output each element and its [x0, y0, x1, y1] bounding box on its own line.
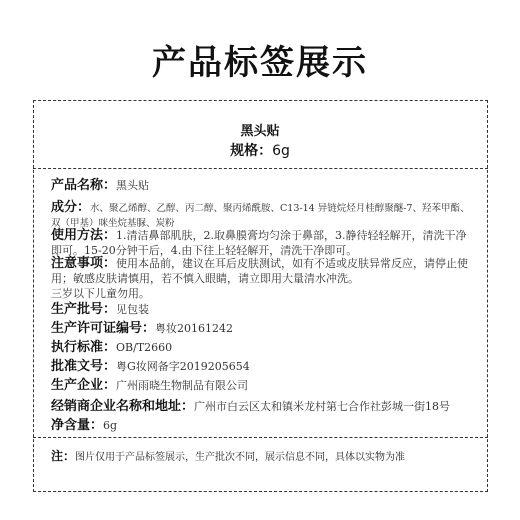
field-value: 广州雨晓生物制品有限公司: [116, 379, 249, 392]
field-license: [51, 321, 471, 336]
field-standard: [51, 340, 471, 355]
field-label: 成分：: [51, 200, 91, 215]
field-distributor: [51, 399, 471, 414]
field-value: 粤妆20161242: [155, 322, 234, 335]
footnote-text: 图片仅用于产品标签展示，生产批次不同，展示信息不同，具体以实物为准: [75, 452, 406, 463]
field-value: 使用本品前，建议在耳后皮肤测试，如有不适或皮肤异常反应，请停止使用；敏感皮肤请慎用，若不慎入眼睛，请立即用大量清水冲洗。: [51, 257, 469, 285]
field-label: 执行标准：: [51, 340, 117, 355]
field-label: 净含量：: [51, 418, 104, 433]
field-label: 生产企业：: [51, 378, 117, 393]
field-label: 注意事项：: [51, 256, 117, 271]
label-product-title: 黑头贴: [240, 124, 280, 139]
footnote: [51, 447, 481, 464]
footnote-label: 注：: [51, 449, 76, 463]
field-value: 见包装: [116, 303, 150, 316]
field-label: 使用方法：: [51, 228, 117, 243]
field-value: 6g: [103, 419, 118, 432]
field-name: [51, 178, 471, 193]
field-caution: [51, 256, 471, 301]
field-value: 广州市白云区太和镇米龙村第七合作社彭城一街18号: [194, 400, 451, 413]
field-value: OB/T2660: [116, 341, 173, 354]
label-spec: [0, 140, 520, 160]
field-label: 生产许可证编号：: [51, 321, 156, 336]
field-value: 粤G妆网备字2019205654: [116, 360, 250, 373]
field-ingredients: [51, 200, 471, 230]
field-label: 批准文号：: [51, 359, 117, 374]
field-value: 黑头贴: [116, 179, 150, 192]
page-title: 产品标签展示: [152, 43, 368, 83]
field-approval: [51, 359, 471, 374]
spec-value: 6g: [272, 143, 290, 159]
field-manufacturer: [51, 378, 471, 393]
divider: [33, 437, 488, 438]
field-label: 经销商企业名称和地址：: [51, 399, 195, 414]
field-label: 生产批号：: [51, 302, 117, 317]
field-value: 1.清洁鼻部肌肤，2.取鼻膜膏均匀涂于鼻部，3.静待轻轻解开，清洗干净即可。15-20分钟干后，4.由下往上轻轻解开，清洗干净即可。: [51, 229, 467, 257]
field-value-extra: 三岁以下儿童勿用。: [51, 287, 150, 300]
field-batch: [51, 302, 471, 317]
field-net: [51, 418, 471, 433]
field-label: 产品名称：: [51, 178, 117, 193]
field-usage: [51, 228, 471, 258]
spec-label: 规格：: [230, 143, 273, 159]
field-value: 水、聚乙烯醇、乙醇、丙二醇、聚丙烯酰胺、C13-14 异链烷烃月桂醇聚醚-7、羟苯甲酯、双（甲基）咪坐烷基脲、炭粉: [51, 203, 470, 229]
divider: [33, 168, 488, 169]
